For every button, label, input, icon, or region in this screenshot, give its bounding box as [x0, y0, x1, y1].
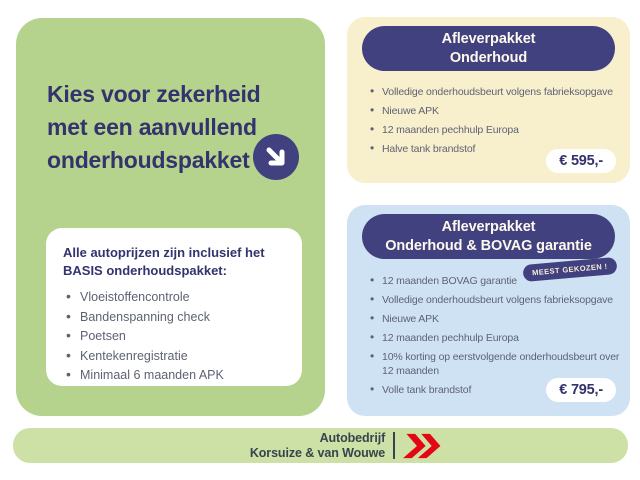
- package-title-line2: Onderhoud & BOVAG garantie: [385, 237, 592, 254]
- list-item: • Bandenspanning check: [63, 311, 285, 325]
- package-item: • 12 maanden BOVAG garantie: [369, 275, 622, 289]
- logo-divider: [393, 432, 395, 459]
- package-card-onderhoud-bovag: [347, 205, 630, 416]
- company-name-line1: Autobedrijf: [319, 431, 386, 445]
- package-title-line1: Afleverpakket: [441, 30, 536, 47]
- package-item: • Nieuwe APK: [369, 105, 622, 119]
- hero-heading: Kies voor zekerheid met een aanvullend onderhoudspakket: [47, 81, 261, 173]
- price-badge: € 795,-: [546, 378, 616, 402]
- package-title-line1: Afleverpakket: [441, 218, 536, 235]
- list-item: • Vloeistoffencontrole: [63, 291, 285, 305]
- basis-package-card: [46, 228, 302, 386]
- arrow-circle-button: [253, 134, 299, 180]
- package-item: • 10% korting op eerstvolgende onderhoudsbeurt over 12 maanden: [369, 351, 620, 378]
- list-item: • Minimaal 6 maanden APK: [63, 369, 285, 383]
- package-item: • Volledige onderhoudsbeurt volgens fabrieksopgave: [369, 86, 622, 100]
- basis-card-heading: [63, 244, 285, 280]
- list-item: • Kentekenregistratie: [63, 350, 285, 364]
- package-title-line2: Onderhoud: [449, 49, 528, 66]
- package-title-pill: [362, 26, 615, 71]
- package-item: • 12 maanden pechhulp Europa: [369, 124, 622, 138]
- basis-heading-line2: BASIS onderhoudspakket:: [63, 263, 227, 278]
- package-item: • Volledige onderhoudsbeurt volgens fabrieksopgave: [369, 294, 622, 308]
- package-item: • Volle tank brandstof: [369, 384, 622, 398]
- company-logo: [250, 431, 443, 460]
- list-item: • Poetsen: [63, 330, 285, 344]
- basis-heading-line1: Alle autoprijzen zijn inclusief het: [63, 245, 265, 260]
- company-name-line2: Korsuize & van Wouwe: [249, 445, 386, 460]
- company-name: [250, 431, 385, 460]
- double-chevron-icon: [403, 432, 443, 460]
- footer-bar: [13, 428, 628, 463]
- price-badge: € 595,-: [546, 149, 616, 173]
- arrow-down-right-icon: [253, 134, 299, 180]
- package-card-onderhoud: [347, 17, 630, 183]
- package-title-pill: [362, 214, 615, 259]
- package-item: • 12 maanden pechhulp Europa: [369, 332, 622, 346]
- basis-items-list: [63, 291, 285, 383]
- hero-panel: [16, 18, 325, 416]
- most-chosen-badge: MEEST GEKOZEN !: [523, 257, 618, 282]
- package-item: • Halve tank brandstof: [369, 143, 622, 157]
- package-item: • Nieuwe APK: [369, 313, 622, 327]
